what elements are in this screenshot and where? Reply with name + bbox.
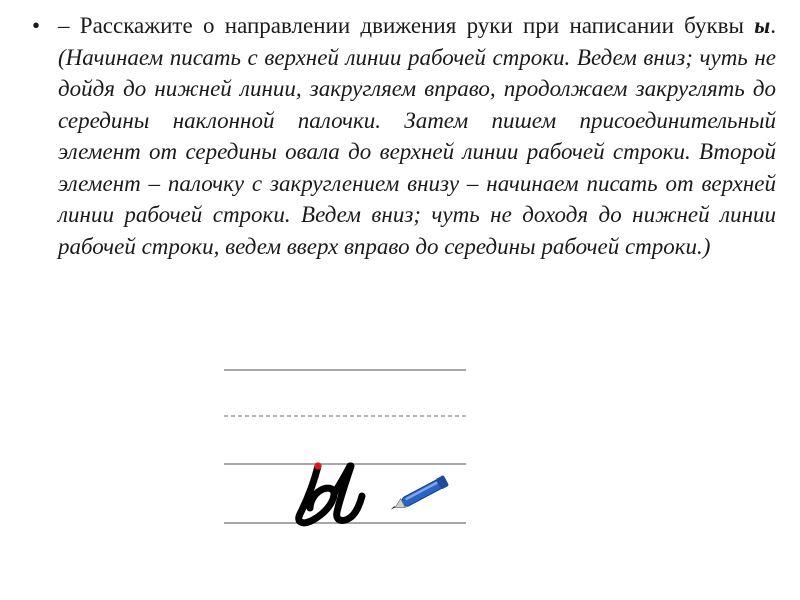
intro-text: – Расскажите о направлении движения руки при написании буквы xyxy=(58,13,755,38)
start-point-dot xyxy=(314,462,321,469)
pen-icon xyxy=(388,475,449,515)
target-letter: ы xyxy=(754,13,771,38)
after-letter: . xyxy=(770,13,776,38)
bullet-marker: • xyxy=(32,13,41,38)
writing-instructions: (Начинаем писать с верхней линии рабочей строки. Ведем вниз; чуть не дойдя до нижней линии, закругляем вправо, продолжаем закруглять до середины наклонной палочки. Затем пишем присоединительный элемент от середины овала до верхней линии рабочей строки. Второй элемент – палочку с закруглением внизу – начинаем писать от верхней линии рабочей строки. Ведем вниз; чуть не доходя до нижней линии рабочей строки, ведем вверх вправо до середины рабочей строки.) xyxy=(58,44,776,259)
cursive-letter-y xyxy=(299,466,362,523)
